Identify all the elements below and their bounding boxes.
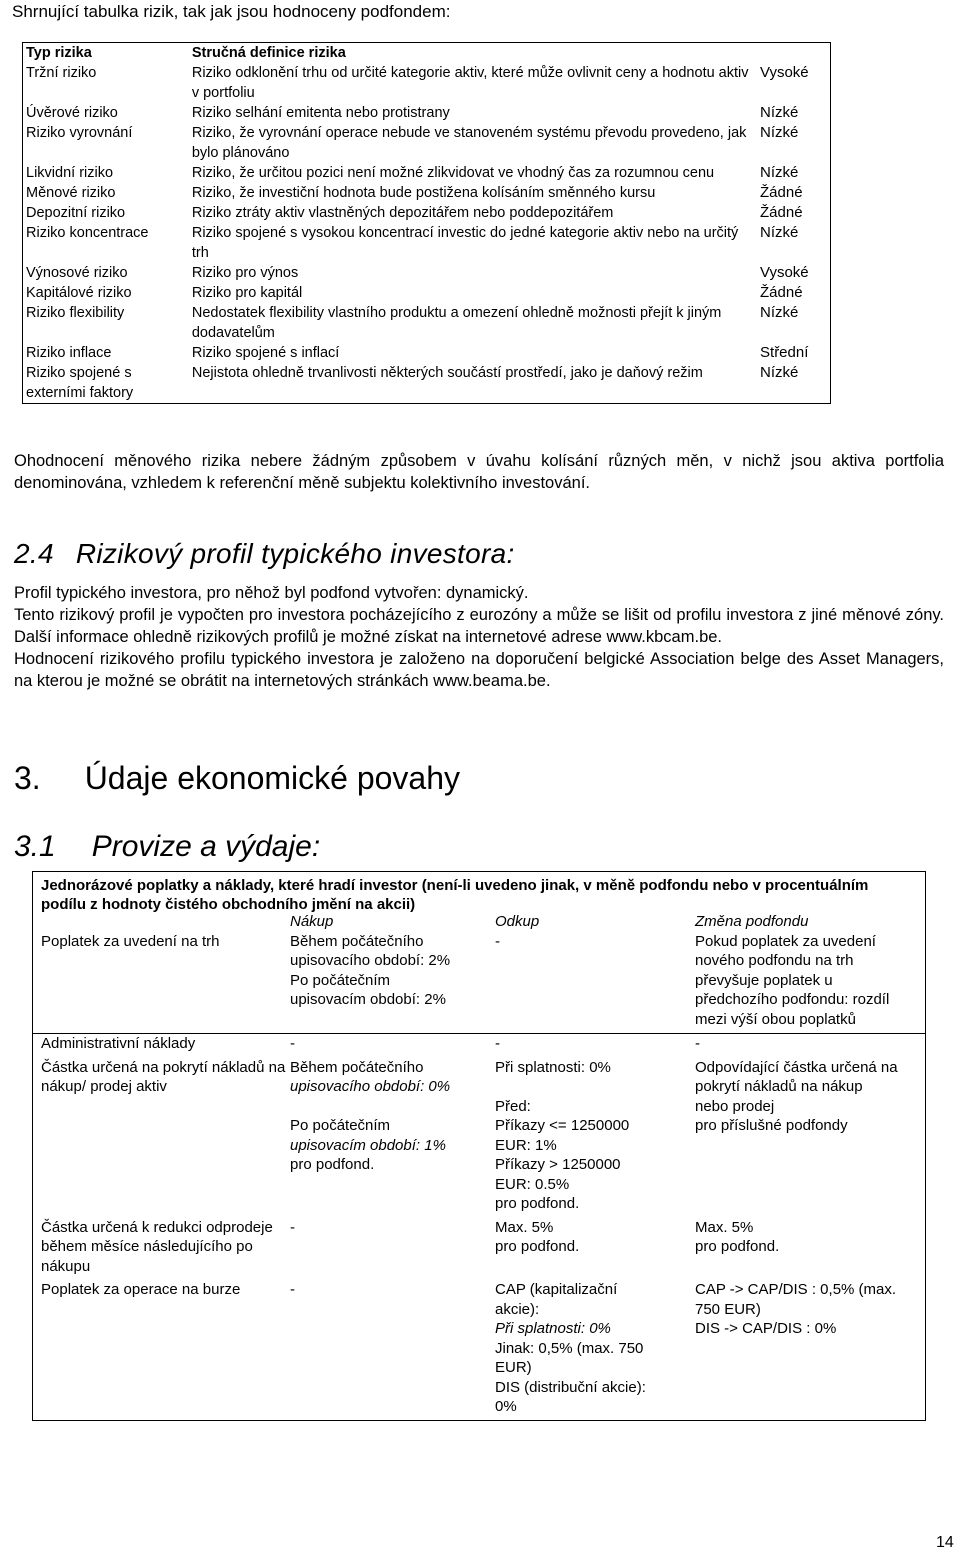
risk-rating: Vysoké — [760, 264, 809, 281]
fee-line: upisovacího období: 2% — [290, 952, 451, 969]
fee-zmena — [695, 1034, 925, 1058]
fee-line: Pokud poplatek za uvedení — [695, 932, 876, 950]
fee-zmena — [695, 1218, 925, 1281]
fee-line: Po počátečním — [290, 971, 391, 989]
fee-line: upisovacím období: 2% — [290, 991, 446, 1008]
fee-line: - — [290, 1035, 295, 1052]
fee-odkup — [495, 1280, 695, 1421]
risk-definition: Riziko selhání emitenta nebo protistrany — [191, 105, 450, 121]
fee-line: pro podfond. — [695, 1238, 780, 1255]
fees-table — [33, 912, 925, 1421]
fee-line: EUR) — [495, 1359, 532, 1376]
fee-line: Během počátečního — [290, 932, 424, 950]
risk-type: Riziko flexibility — [26, 305, 125, 321]
risk-row — [23, 163, 831, 183]
header-type: Typ rizika — [26, 45, 92, 61]
risk-row — [23, 123, 831, 163]
risk-type: Riziko vyrovnání — [26, 125, 133, 141]
risk-type: Kapitálové riziko — [26, 285, 132, 301]
fee-line: Během počátečního — [290, 1058, 424, 1076]
profile-note-paragraph: Tento rizikový profil je vypočten pro investora pocházejícího z eurozóny a může se lišit od profilu investora z jiné měnové zóny. Další informace ohledně rizikových profilů je možné získat na internetové adrese www.kbcam.be. — [14, 606, 944, 646]
fee-line: Po počátečním — [290, 1117, 391, 1134]
column-zmena: Změna podfondu — [695, 913, 809, 930]
fee-line: EUR: 0.5% — [495, 1175, 570, 1193]
fee-odkup — [495, 1218, 695, 1281]
risk-type: Tržní riziko — [26, 65, 97, 81]
risk-definition: Riziko, že vyrovnání operace nebude ve stanoveném systému převodu provedeno, jak bylo plánováno — [191, 125, 747, 161]
risk-type: Riziko koncentrace — [26, 225, 149, 241]
risk-row — [23, 183, 831, 203]
fee-nakup — [290, 1058, 495, 1218]
fee-line: - — [495, 1035, 500, 1052]
risk-rating: Žádné — [760, 284, 803, 301]
fee-line: Jinak: 0,5% (max. 750 — [495, 1339, 644, 1357]
fee-line: Odpovídající částka určená na — [695, 1058, 898, 1076]
fee-line: Max. 5% — [695, 1218, 754, 1236]
fee-line: upisovacího období: 0% — [290, 1078, 451, 1095]
fee-odkup — [495, 932, 695, 1034]
fee-line: pro podfond. — [495, 1238, 580, 1255]
risk-definition: Riziko pro výnos — [191, 265, 299, 281]
risk-summary-table — [22, 42, 831, 404]
page-number: 14 — [936, 1534, 954, 1551]
fee-row — [33, 1280, 925, 1421]
fee-line: nebo prodej — [695, 1097, 775, 1115]
risk-rating: Vysoké — [760, 64, 809, 81]
section-2-4-body — [14, 582, 944, 692]
fee-line: Při splatnosti: 0% — [495, 1058, 611, 1076]
fee-line: pro podfond. — [290, 1156, 375, 1173]
risk-rating: Žádné — [760, 204, 803, 221]
risk-definition: Riziko, že investiční hodnota bude postižena kolísáním směnného kursu — [191, 185, 656, 201]
fee-nakup — [290, 932, 495, 1034]
risk-definition: Riziko odklonění trhu od určité kategorie aktiv, které může ovlivnit ceny a hodnotu aktiv v portfoliu — [191, 65, 749, 101]
intro-text: Shrnující tabulka rizik, tak jak jsou hodnoceny podfondem: — [12, 2, 451, 21]
fee-line: mezi výší obou poplatků — [695, 1010, 856, 1028]
fee-line: EUR: 1% — [495, 1136, 557, 1154]
fee-line: DIS (distribuční akcie): — [495, 1378, 646, 1396]
risk-row — [23, 203, 831, 223]
section-2-4-heading: 2.4 Rizikový profil typického investora: — [14, 538, 515, 569]
fee-nakup — [290, 1280, 495, 1421]
currency-note: Ohodnocení měnového rizika nebere žádným způsobem v úvahu kolísání různých měn, v nichž jsou aktiva portfolia denominována, vzhledem k referenční měně subjektu kolektivního investování. — [14, 452, 944, 492]
risk-definition: Riziko spojené s inflací — [191, 345, 340, 361]
fee-line: DIS -> CAP/DIS : 0% — [695, 1320, 837, 1337]
fee-label: Poplatek za uvedení na trh — [33, 932, 290, 1034]
fee-row — [33, 932, 925, 1034]
fee-line: pro podfond. — [495, 1195, 580, 1212]
risk-rating: Střední — [760, 344, 809, 361]
fee-line: pokrytí nákladů na nákup — [695, 1078, 863, 1095]
fee-row — [33, 1218, 925, 1281]
fee-label: Částka určená na pokrytí nákladů na nákup/ prodej aktiv — [41, 1058, 286, 1095]
fee-line: pro příslušné podfondy — [695, 1117, 848, 1134]
risk-definition: Riziko, že určitou pozici není možné zlikvidovat ve vhodný čas za rozumnou cenu — [191, 165, 715, 181]
risk-rating: Nízké — [760, 164, 799, 181]
risk-row — [23, 263, 831, 283]
fee-line: 0% — [495, 1398, 517, 1415]
risk-rating: Žádné — [760, 184, 803, 201]
fee-line: - — [290, 1281, 295, 1298]
fee-line — [495, 1077, 695, 1097]
risk-definition: Nejistota ohledně trvanlivosti některých součástí prostředí, jako je daňový režim — [191, 365, 703, 381]
risk-definition: Nedostatek flexibility vlastního produktu a omezení ohledně možnosti přejít k jiným dodavatelům — [191, 305, 722, 341]
risk-row — [23, 283, 831, 303]
risk-row — [23, 303, 831, 343]
risk-table-header — [23, 43, 831, 64]
risk-definition: Riziko pro kapitál — [191, 285, 303, 301]
fee-line: - — [695, 1035, 700, 1052]
fees-column-header — [33, 912, 925, 932]
fee-row — [33, 1034, 925, 1058]
fees-table-box — [32, 871, 926, 1421]
risk-type: Úvěrové riziko — [26, 105, 118, 121]
column-odkup: Odkup — [495, 913, 540, 930]
fee-line: - — [290, 1218, 295, 1236]
risk-rating: Nízké — [760, 304, 799, 321]
fee-line: CAP -> CAP/DIS : 0,5% (max. — [695, 1281, 897, 1298]
risk-row — [23, 103, 831, 123]
fee-line: Příkazy <= 1250000 — [495, 1117, 630, 1134]
fee-line: upisovacím období: 1% — [290, 1136, 446, 1154]
risk-type: Měnové riziko — [26, 185, 116, 201]
header-definition: Stručná definice rizika — [191, 45, 346, 61]
risk-type: Riziko spojené s externími faktory — [26, 365, 134, 401]
fee-label: Částka určená k redukci odprodeje během měsíce následujícího po nákupu — [41, 1218, 273, 1275]
fee-line: 750 EUR) — [695, 1300, 761, 1318]
assessment-paragraph: Hodnocení rizikového profilu typického investora je založeno na doporučení belgické Association belge des Asset Managers, na kterou je možné se obrátit na internetových stránkách www.beama.be. — [14, 650, 944, 690]
fee-line: převyšuje poplatek u — [695, 971, 833, 989]
fee-odkup — [495, 1034, 695, 1058]
fee-zmena — [695, 1280, 925, 1421]
fee-line: Při splatnosti: 0% — [495, 1320, 611, 1337]
fee-nakup — [290, 1218, 495, 1281]
fee-line — [290, 1097, 495, 1117]
fee-label: Administrativní náklady — [41, 1035, 196, 1052]
section-3-1-heading: 3.1 Provize a výdaje: — [14, 830, 321, 863]
column-nakup: Nákup — [290, 913, 334, 930]
risk-type: Riziko inflace — [26, 345, 112, 361]
fee-line: předchozího podfondu: rozdíl — [695, 991, 890, 1008]
fee-row — [33, 1058, 925, 1218]
fee-zmena — [695, 932, 925, 1034]
fee-line: - — [495, 932, 500, 950]
fee-line: akcie): — [495, 1300, 540, 1318]
fee-label: Poplatek za operace na burze — [41, 1281, 241, 1298]
risk-row — [23, 63, 831, 103]
fees-heading: Jednorázové poplatky a náklady, které hradí investor (není-li uvedeno jinak, v měně podfondu nebo v procentuálním podílu z hodnoty čistého obchodního jmění na akcii) — [41, 877, 869, 913]
fee-line: Před: — [495, 1097, 531, 1115]
risk-rating: Nízké — [760, 364, 799, 381]
risk-rating: Nízké — [760, 104, 799, 121]
risk-type: Likvidní riziko — [26, 165, 114, 181]
fee-line: Příkazy > 1250000 — [495, 1156, 621, 1173]
investor-profile-paragraph: Profil typického investora, pro něhož byl podfond vytvořen: dynamický. — [14, 584, 529, 602]
risk-definition: Riziko spojené s vysokou koncentrací investic do jedné kategorie aktiv nebo na určitý trh — [191, 225, 739, 261]
risk-rating: Nízké — [760, 124, 799, 141]
fee-nakup — [290, 1034, 495, 1058]
risk-type: Depozitní riziko — [26, 205, 126, 221]
fee-odkup — [495, 1058, 695, 1218]
fee-zmena — [695, 1058, 925, 1218]
risk-row — [23, 343, 831, 363]
risk-row — [23, 223, 831, 263]
section-3-heading: 3. Údaje ekonomické povahy — [14, 760, 461, 796]
fee-line: CAP (kapitalizační — [495, 1281, 618, 1298]
risk-row — [23, 363, 831, 404]
risk-type: Výnosové riziko — [26, 265, 128, 281]
risk-rating: Nízké — [760, 224, 799, 241]
fee-line: nového podfondu na trh — [695, 952, 854, 969]
fee-line: Max. 5% — [495, 1218, 554, 1236]
risk-definition: Riziko ztráty aktiv vlastněných depozitářem nebo poddepozitářem — [191, 205, 614, 221]
